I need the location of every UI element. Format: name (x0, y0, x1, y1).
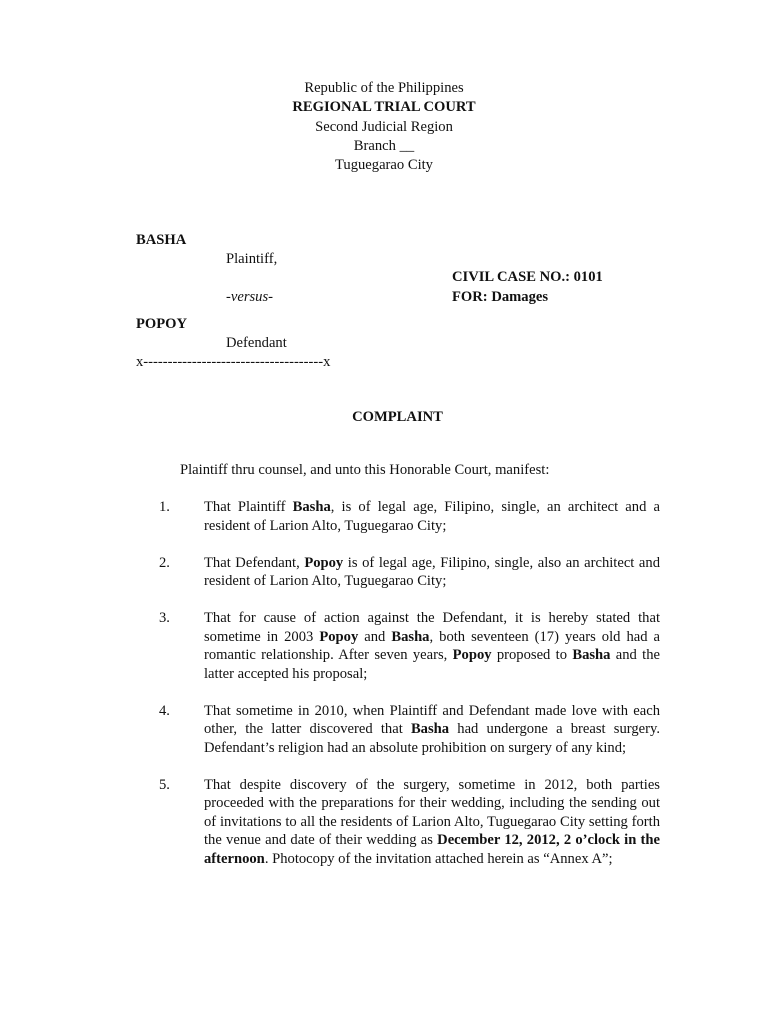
emphasized-text: Popoy (304, 554, 344, 571)
allegation-text (204, 554, 660, 591)
allegation-text (204, 498, 660, 535)
allegation-text-segment: , is of legal age, Filipino, single, an architect and a resident of Larion Alto, Tuguegarao City; (204, 499, 660, 534)
allegation-text-segment: That Plaintiff (204, 499, 293, 515)
allegation-item (156, 554, 660, 591)
allegation-text-segment: proposed to (491, 647, 573, 663)
emphasized-text: Basha (391, 628, 430, 645)
allegation-text-segment: That for cause of action against the Defendant, it is hereby stated that sometime in 2003 (204, 610, 660, 645)
defendant-name: POPOY (136, 316, 188, 332)
allegation-item (156, 776, 660, 869)
allegation-text-segment: is of legal age, Filipino, single, also an architect and resident of Larion Alto, Tuguegarao City; (204, 554, 661, 589)
emphasized-text: Basha (572, 647, 611, 663)
plaintiff-name: BASHA (136, 232, 187, 248)
allegation-item (156, 498, 660, 535)
heading-court-name: REGIONAL TRIAL COURT (292, 99, 476, 116)
allegation-text-segment: had undergone a breast surgery. Defendant’s religion had an absolute prohibition on surgery of any kind; (204, 721, 660, 756)
allegation-text-segment: and (358, 628, 392, 645)
allegation-text (204, 702, 660, 758)
allegation-text-segment: and the latter accepted his proposal; (204, 647, 660, 682)
allegation-number: 2. (159, 554, 170, 571)
emphasized-text: Popoy (452, 647, 492, 663)
case-nature: FOR: Damages (452, 289, 549, 305)
allegation-number: 5. (159, 776, 170, 793)
allegation-text-segment: . Photocopy of the invitation attached herein as “Annex A”; (264, 850, 613, 867)
allegation-item (156, 702, 660, 758)
allegation-number: 3. (159, 610, 170, 626)
allegation-text (204, 776, 660, 869)
emphasized-text: Basha (410, 721, 450, 737)
heading-region: Second Judicial Region (315, 118, 453, 135)
allegation-number: 1. (159, 499, 170, 515)
versus-label: -versus- (226, 289, 274, 305)
allegation-text-segment: That despite discovery of the surgery, sometime in 2012, both parties proceeded with the preparations for their wedding, including the sending out of invitations to all the residents of Larion Alto, Tuguegarao City setting forth the venue and date of their wedding as (204, 776, 660, 848)
allegation-item (156, 609, 660, 683)
document-title: COMPLAINT (352, 409, 443, 425)
allegation-text-segment: That Defendant, (204, 554, 305, 571)
emphasized-text: Basha (292, 499, 331, 515)
intro-paragraph: Plaintiff thru counsel, and unto this Honorable Court, manifest: (180, 462, 550, 478)
plaintiff-role: Plaintiff, (226, 251, 278, 267)
allegations-list (156, 498, 660, 887)
allegation-text-segment: That sometime in 2010, when Plaintiff and Defendant made love with each other, the latter discovered that (204, 702, 660, 737)
emphasized-text: Popoy (319, 628, 359, 645)
heading-republic: Republic of the Philippines (304, 80, 464, 96)
case-number: CIVIL CASE NO.: 0101 (452, 269, 603, 285)
allegation-text-segment: , both seventeen (17) years old had a romantic relationship. After seven years, (204, 628, 661, 663)
emphasized-text: December 12, 2012, 2 o’clock in the afternoon (204, 832, 661, 867)
court-heading (0, 79, 768, 175)
caption-separator: x-------------------------------------x (136, 354, 331, 370)
defendant-role: Defendant (226, 335, 287, 351)
allegation-text (204, 609, 660, 683)
heading-city: Tuguegarao City (335, 157, 433, 174)
heading-branch: Branch __ (353, 137, 415, 154)
allegation-number: 4. (159, 702, 170, 719)
